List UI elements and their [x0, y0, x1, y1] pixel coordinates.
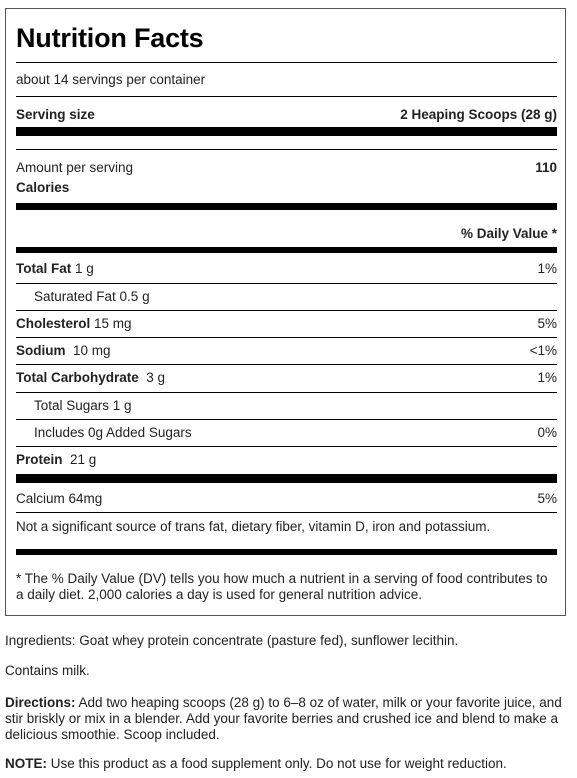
divider-thin: [16, 62, 557, 63]
serving-size-row: [16, 107, 557, 123]
divider-thin: [16, 149, 557, 150]
divider-thin: [16, 392, 557, 393]
nutrition-facts-inner: [16, 9, 557, 615]
nutrient-row-total-carbohydrate: [16, 370, 557, 386]
divider-thin: [16, 310, 557, 311]
calories-value: 110: [535, 160, 557, 175]
divider-medium: [16, 247, 557, 253]
calcium-row: [16, 491, 557, 507]
serving-size-value: 2 Heaping Scoops (28 g): [400, 107, 557, 122]
nutrition-title: Nutrition Facts: [16, 23, 204, 53]
divider-thin: [16, 96, 557, 97]
directions-label: Directions:: [5, 695, 76, 710]
nutrient-amount: 15 mg: [90, 316, 132, 331]
nutrient-name: Protein: [16, 452, 63, 467]
nutrient-amount: 1 g: [71, 261, 94, 276]
nutrient-amount: Includes 0g Added Sugars: [34, 425, 192, 440]
nutrient-name: Sodium: [16, 343, 66, 358]
calcium-label: Calcium 64mg: [16, 491, 103, 506]
calcium-dv: 5%: [537, 491, 557, 506]
nutrient-name: Total Fat: [16, 261, 72, 276]
not-significant-note: Not a significant source of trans fat, dietary fiber, vitamin D, iron and potassium.: [16, 519, 491, 534]
servings-per-container: about 14 servings per container: [16, 72, 206, 87]
allergen-text: Contains milk.: [5, 663, 90, 678]
amount-per-serving-row: [16, 160, 557, 176]
nutrient-row-added-sugars: [16, 425, 557, 441]
note-text: Use this product as a food supplement only. Do not use for weight reduction.: [47, 756, 507, 771]
daily-value-header: % Daily Value *: [460, 226, 557, 241]
nutrient-row-saturated-fat: [16, 289, 557, 305]
divider-thick: [16, 127, 557, 136]
nutrient-amount: 10 mg: [65, 343, 111, 358]
directions-text: Add two heaping scoops (28 g) to 6–8 oz of water, milk or your favorite juice, and stir briskly or mix in a blender. Add your favorite berries and crushed ice and blend to make a delicious smoothie. Scoop included.: [5, 695, 562, 742]
divider-medium: [16, 203, 557, 210]
divider-thin: [16, 512, 557, 513]
divider-medium: [16, 549, 557, 555]
note-label: NOTE:: [5, 756, 47, 771]
nutrient-amount: 3 g: [138, 370, 166, 385]
daily-value-footnote: * The % Daily Value (DV) tells you how much a nutrient in a serving of food contributes to a daily diet. 2,000 calories a day is used for general nutrition advice.: [16, 571, 548, 602]
divider-thin: [16, 419, 557, 420]
nutrient-dv: 1%: [537, 370, 557, 385]
nutrient-name: Cholesterol: [16, 316, 91, 331]
divider-thin: [16, 337, 557, 338]
nutrient-row-cholesterol: [16, 316, 557, 332]
nutrient-row-total-sugars: [16, 398, 557, 414]
nutrition-facts-panel: [5, 8, 566, 616]
nutrient-amount: 21 g: [62, 452, 97, 467]
ingredients-text: Ingredients: Goat whey protein concentrate (pasture fed), sunflower lecithin.: [5, 633, 459, 648]
nutrient-row-total-fat: [16, 261, 557, 277]
note-paragraph: [5, 756, 573, 772]
nutrient-dv: 0%: [537, 425, 557, 440]
divider-thin: [16, 364, 557, 365]
directions-paragraph: [5, 695, 573, 743]
divider-thin: [16, 446, 557, 447]
nutrient-dv: <1%: [529, 343, 557, 358]
nutrient-dv: 1%: [537, 261, 557, 276]
divider-thick: [16, 474, 557, 483]
nutrient-row-protein: [16, 452, 557, 468]
divider-thin: [16, 283, 557, 284]
nutrient-name: Total Carbohydrate: [16, 370, 139, 385]
amount-per-serving-label: Amount per serving: [16, 160, 134, 175]
nutrient-row-sodium: [16, 343, 557, 359]
nutrient-dv: 5%: [537, 316, 557, 331]
nutrient-amount: Saturated Fat 0.5 g: [34, 289, 150, 304]
calories-label: Calories: [16, 180, 70, 195]
nutrient-amount: Total Sugars 1 g: [34, 398, 132, 413]
serving-size-label: Serving size: [16, 107, 95, 122]
